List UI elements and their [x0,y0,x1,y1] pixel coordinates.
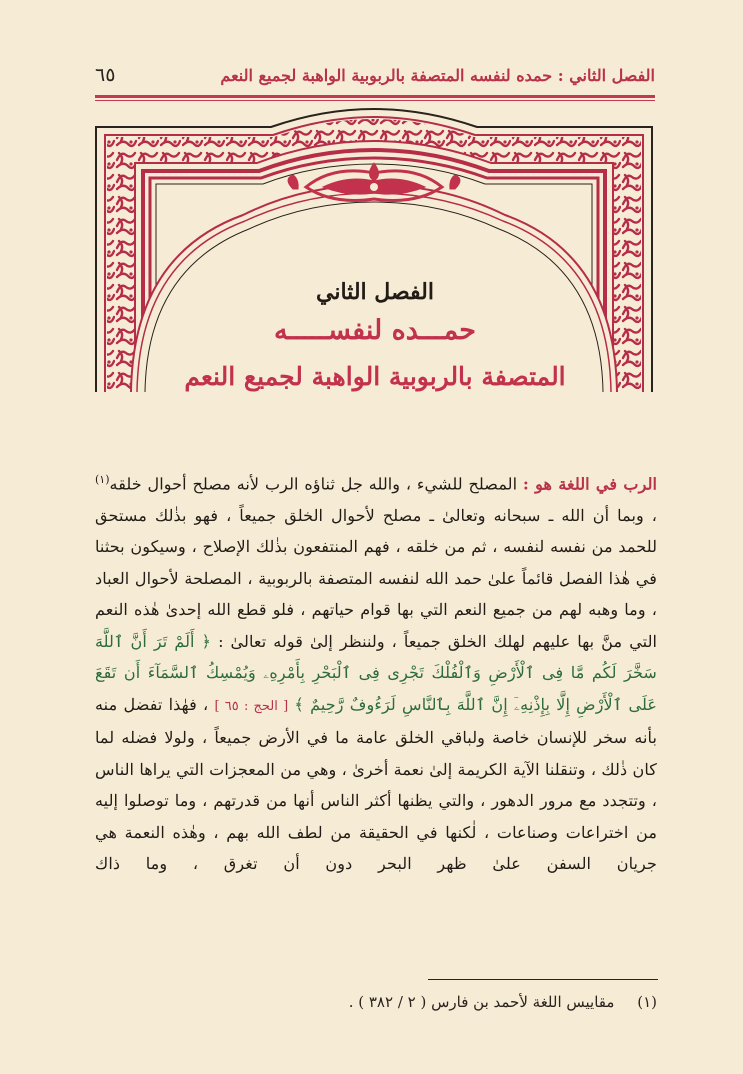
page-header [95,58,655,92]
footnote-reference: (١) [95,473,110,486]
footnote-number: (١) [637,993,657,1011]
verse-reference: [ الحج : ٦٥ ] [214,698,289,714]
chapter-title: حمـــده لنفســـــه [274,315,476,346]
text-run: المصلح للشيء ، والله جل ثناؤه الرب لأنه مصلح أحوال خلقه [109,474,518,494]
paragraph [95,464,657,880]
footnote-divider [428,979,658,980]
running-title: الفصل الثاني : حمده لنفسه المتصفة بالربوبية الواهبة لجميع النعم [220,65,655,85]
chapter-heading [150,275,600,391]
footnote [95,993,657,1011]
text-run: ، وبما أن الله ـ سبحانه وتعالىٰ ـ مصلح لأحوال الخلق جميعاً ، فهو بذٰلك مستحق للحمد من نفسه لنفسه ، ثم من خلقه ، فهم المنتفعون بذٰلك الإصلاح ، وسيكون بحثنا في هٰذا الفصل قائماً علىٰ حمد الله لنفسه المتصفة بالربوبية ، المصلحة لأحوال العباد ، وما وهبه لهم من جميع النعم التي بها قوام حياتهم ، فلو قطع الله إحدىٰ هٰذه النعم التي منَّ بها عليهم لهلك الخلق جميعاً ، ولننظر إلىٰ قوله تعالىٰ : [95,505,657,651]
body-text [95,464,657,880]
header-rule [95,95,655,98]
chapter-subtitle: المتصفة بالربوبية الواهبة لجميع النعم [184,362,566,391]
header-rule-thin [95,100,655,101]
text-run: ، فهٰذا تفضل منه بأنه سخر للإنسان خاصة ولباقي الخلق عامة ما في الأرض جميعاً ، ولولا فضله لما كان ذٰلك ، وتنقلنا الآية الكريمة إلىٰ نعمة أخرىٰ ، وهي من المعجزات التي يراها الناس ، وتتجدد مع مرور الدهور ، والتي يظنها أكثر الناس أنها من قدرتهم ، وما توصلوا إليه من اختراعات وصناعات ، لٰكنها في الحقيقة من لطف الله بهم ، وهٰذه النعمة هي جريان السفن علىٰ ظهر البحر دون أن تغرق ، وما ذاك [95,694,657,874]
chapter-label: الفصل الثاني [316,279,434,305]
quran-verse: ﴿ أَلَمْ تَرَ أَنَّ ٱللَّهَ سَخَّرَ لَكُم مَّا فِى ٱلْأَرْضِ وَٱلْفُلْكَ تَجْرِى فِى ٱلْبَحْرِ بِأَمْرِهِۦ وَيُمْسِكُ ٱلسَّمَآءَ أَن تَقَعَ عَلَى ٱلْأَرْضِ إِلَّا بِإِذْنِهِۦٓ إِنَّ ٱللَّهَ بِٱلنَّاسِ لَرَءُوفٌ رَّحِيمٌ ﴾ [95,631,657,714]
page-number: ٦٥ [95,64,116,86]
definition-lead: الرب في اللغة هو : [522,474,657,494]
footnote-text: مقاييس اللغة لأحمد بن فارس ( ٢ / ٣٨٢ ) . [348,993,615,1011]
